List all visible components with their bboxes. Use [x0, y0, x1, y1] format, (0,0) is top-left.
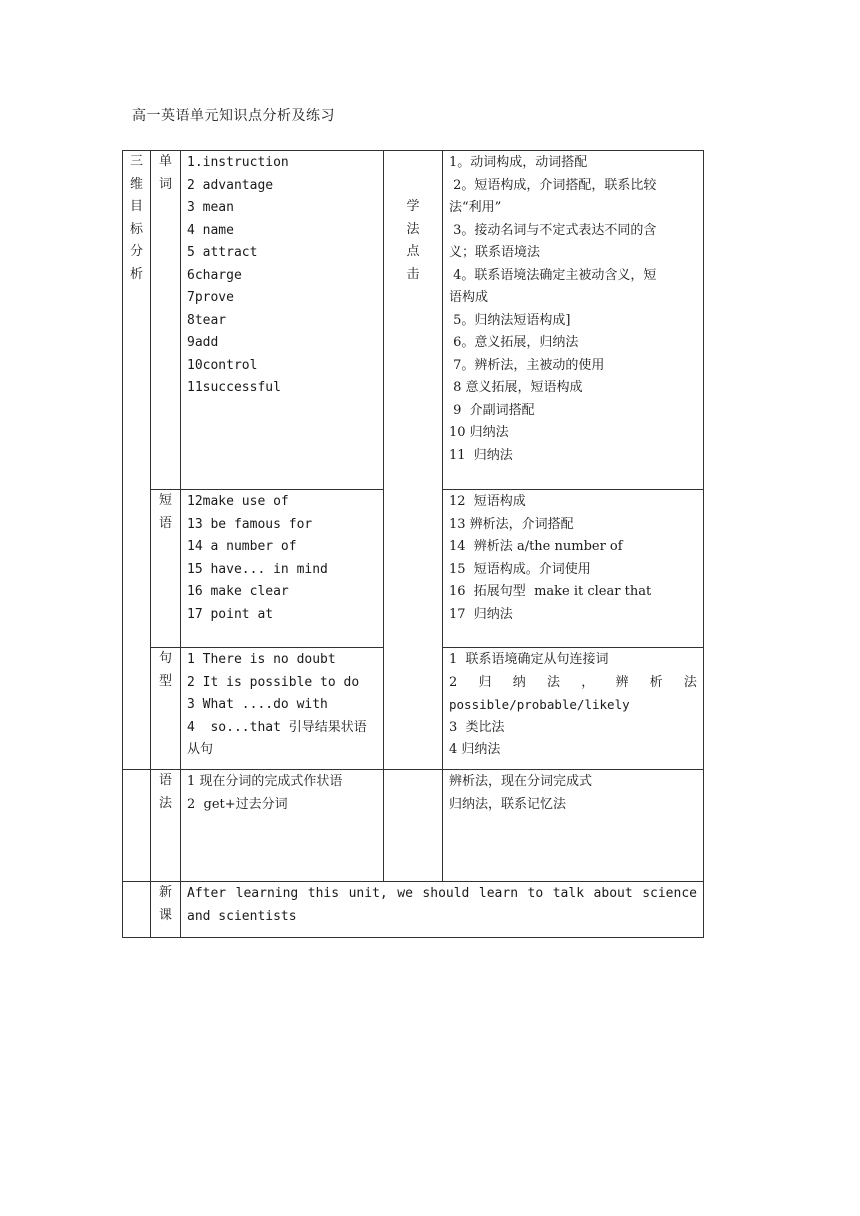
list-item: 17 point at	[187, 606, 274, 622]
row-group-label: 三 维 目 标 分 析	[123, 151, 151, 770]
list-item: 归纳法，联系记忆法	[449, 796, 567, 812]
list-item: 8tear	[187, 312, 227, 328]
list-item: 10control	[187, 357, 258, 373]
methods-duanyu	[443, 490, 704, 648]
list-item: 11 归纳法	[449, 447, 513, 463]
list-item: 1 联系语境确定从句连接词	[449, 652, 609, 667]
methods-juxing	[443, 648, 704, 770]
list-item: 4 so...that 引导结果状语	[187, 719, 367, 735]
list-item: 2 It is possible to do	[187, 674, 360, 690]
empty-cell	[123, 882, 151, 938]
sentence-patterns-list	[181, 648, 384, 770]
row-xinke	[123, 882, 704, 938]
row-danci	[123, 151, 704, 490]
list-item: 义；联系语境法	[449, 245, 541, 260]
method-label: 学 法 点 击	[384, 151, 443, 770]
list-item: 1 现在分词的完成式作状语	[187, 774, 343, 789]
list-item: 16 make clear	[187, 584, 289, 599]
list-item: 12make use of	[187, 494, 289, 509]
list-item: 13 辨析法，介词搭配	[449, 516, 574, 532]
list-item: 14 a number of	[187, 539, 297, 554]
grammar-list	[181, 770, 384, 882]
list-item: 15 have... in mind	[187, 561, 328, 577]
row-yufa	[123, 770, 704, 882]
list-item: 语构成	[449, 290, 489, 305]
list-item: 7prove	[187, 290, 234, 305]
list-item: 10 归纳法	[449, 425, 509, 440]
list-item: possible/probable/likely	[449, 697, 630, 712]
list-item: 3 What ....do with	[187, 697, 328, 712]
list-item: 12 短语构成	[449, 494, 526, 509]
list-item: 3 mean	[187, 200, 234, 215]
list-item: 4 name	[187, 222, 234, 238]
list-item: 2。短语构成，介词搭配，联系比较	[449, 177, 657, 193]
list-item: 11successful	[187, 380, 281, 395]
list-item: 14 辨析法 a/the number of	[449, 539, 623, 554]
list-item: 1.instruction	[187, 155, 289, 170]
list-item: 17 归纳法	[449, 606, 513, 622]
words-list	[181, 151, 384, 490]
list-item: 6charge	[187, 267, 242, 283]
methods-danci	[443, 151, 704, 490]
list-item: 5 attract	[187, 245, 258, 260]
section-label-xinke: 新 课	[151, 882, 181, 938]
list-item: 辨析法，现在分词完成式	[449, 774, 593, 789]
list-item: 2 advantage	[187, 177, 274, 193]
section-label-danci: 单 词	[151, 151, 181, 490]
list-item: 4 归纳法	[449, 742, 501, 757]
empty-cell	[384, 770, 443, 882]
list-item: 9 介副词搭配	[449, 402, 535, 418]
list-item: 3 类比法	[449, 719, 505, 735]
list-item: 5。归纳法短语构成]	[449, 312, 571, 328]
list-item: 7。辨析法，主被动的使用	[449, 357, 605, 373]
analysis-table	[122, 150, 704, 938]
list-item: 16 拓展句型 make it clear that	[449, 584, 652, 599]
section-label-duanyu: 短 语	[151, 490, 181, 648]
empty-cell	[123, 770, 151, 882]
phrases-list	[181, 490, 384, 648]
list-item: 1。动词构成，动词搭配	[449, 155, 588, 170]
list-item: 8 意义拓展，短语构成	[449, 380, 583, 395]
section-label-juxing: 句 型	[151, 648, 181, 770]
page-title: 高一英语单元知识点分析及练习	[132, 108, 335, 124]
list-item: 6。意义拓展，归纳法	[449, 335, 579, 350]
list-item: 从句	[187, 742, 214, 757]
list-item: 2 归 纳 法 ， 辨 析 法	[449, 674, 697, 690]
methods-yufa	[443, 770, 704, 882]
section-label-yufa: 语 法	[151, 770, 181, 882]
new-lesson-text: After learning this unit, we should learn to talk about science and scientists	[181, 882, 704, 938]
list-item: 1 There is no doubt	[187, 652, 336, 667]
list-item: 法“利用”	[449, 200, 502, 215]
list-item: 15 短语构成。介词使用	[449, 561, 591, 577]
list-item: 13 be famous for	[187, 516, 313, 532]
list-item: 9add	[187, 335, 219, 350]
list-item: 4。联系语境法确定主被动含义，短	[449, 267, 657, 283]
list-item: 2 get+过去分词	[187, 796, 288, 812]
list-item: 3。接动名词与不定式表达不同的含	[449, 222, 657, 238]
